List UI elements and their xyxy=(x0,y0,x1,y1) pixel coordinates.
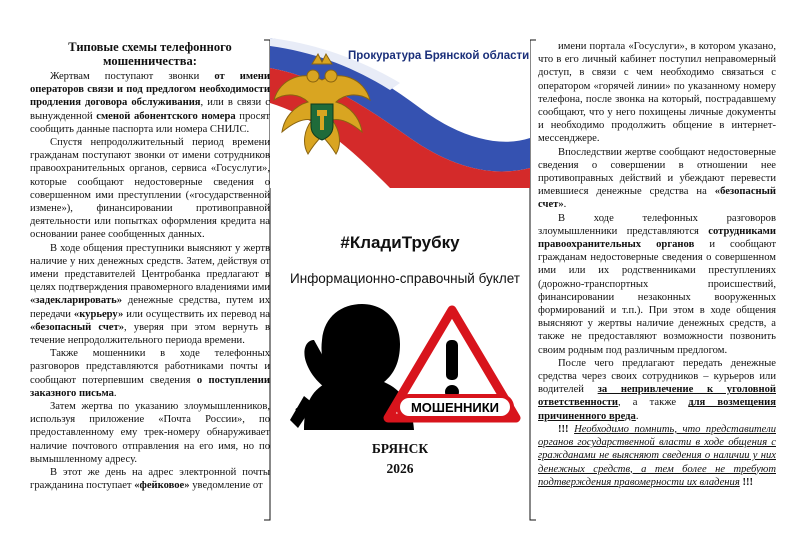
text-run: Также мошенники в ходе телефонных разговоров представляются работниками почты и сообщают потерпевшим сведения xyxy=(30,348,270,386)
text-run: . xyxy=(113,387,117,399)
emphasis-run: «фейковое» xyxy=(134,480,190,492)
text-run: . xyxy=(563,199,567,211)
paragraph xyxy=(538,357,776,423)
right-panel xyxy=(538,0,776,560)
paragraph xyxy=(30,347,270,400)
year: 2026 xyxy=(386,461,414,476)
emphasis-run: «курьеру» xyxy=(73,308,124,320)
important-notice xyxy=(538,423,776,489)
emphasis-run: от имени операторов связи и под предлогом необходимости продления договора обслуживания xyxy=(30,71,270,109)
emphasis-run: сменой абонентского номера xyxy=(96,110,236,122)
emphasis-run: за непривлечение к уголовной ответственности xyxy=(538,384,776,409)
panel-title: Типовые схемы телефонного мошенничества: xyxy=(68,40,232,68)
paragraph xyxy=(30,70,270,136)
organization-name: Прокуратура Брянской области xyxy=(348,50,530,62)
city-name: БРЯНСК xyxy=(371,441,429,456)
text-run: и сообщают гражданам недостоверные сведения о совершенном ими или их родственниками преступлениях (дорожно-транспортных происшествий, финансировании незаконных вооруженных формирований и т.п.). При этом в ходе общения выясняют у жертвы наличие денежных средств, а также не предоставляют возможности позвонить своим родным под различным предлогом. xyxy=(538,239,777,356)
emphasis-run: о поступлении заказного письма xyxy=(30,374,270,399)
text-run: Жертвам поступают звонки xyxy=(50,71,215,82)
text-run: В этот же день на адрес электронной почты гражданина поступает xyxy=(30,467,270,492)
text-run: В ходе общения преступники выясняют у жертв наличие у них денежных средств. Затем, действуя от имени представителей Центробанка предлагают в целях подтверждения правомерного владениями ими xyxy=(30,242,270,294)
text-run: уведомление от xyxy=(189,480,263,492)
left-paragraphs xyxy=(30,70,270,493)
cover-panel xyxy=(270,0,530,560)
paragraph xyxy=(30,466,270,492)
text-run: , а также xyxy=(617,397,689,409)
text-run: После чего предлагают передать денежные средства через своих сотрудников – курьеров или водителей xyxy=(538,357,776,396)
emphasis-run: «безопасный счет» xyxy=(30,321,125,333)
left-panel xyxy=(30,0,270,560)
emphasis-run: «безопасный счет» xyxy=(538,186,776,211)
emphasis-run: «задекларировать» xyxy=(30,295,123,307)
exclamation-prefix: !!! xyxy=(558,423,569,435)
text-run: Впоследствии жертве сообщают недостоверные сведения о совершении в отношении нее противоправных действий и убеждают перевести имевшиеся денежные средства на xyxy=(538,146,776,198)
text-run: , или в связи с вынужденной xyxy=(30,97,270,122)
warning-sign-label: МОШЕННИКИ xyxy=(410,400,500,415)
text-run: . xyxy=(635,410,639,422)
text-run: просят сообщить данные паспорта или номера СНИЛС. xyxy=(30,110,271,135)
text-run: денежные средства, путем их передачи xyxy=(30,295,270,320)
text-run: , уверяя при этом вернуть в течение непродолжительного периода времени. xyxy=(30,321,271,347)
important-text: Необходимо помнить, что представители органов государственной власти в ходе общения с гражданами не выясняют сведения о наличии у них денежных средств, а тем более не требуют подтверждения правомерности их владения xyxy=(538,423,776,488)
text-run: имени портала «Госуслуги», в котором указано, что в его личный кабинет поступил неправомерный доступ, в связи с чем необходимо связаться с оператором «горячей линии» по указанному номеру телефона, после звонка на который, пострадавшему сообщают, что у него похищены личные документы и необходимо продолжить общение в интернет-мессенджере. xyxy=(538,41,776,145)
phone-scammer-warning-icon xyxy=(284,300,532,430)
emphasis-run: для возмещения причиненного вреда xyxy=(538,397,776,422)
right-paragraphs xyxy=(538,40,776,423)
emphasis-run: сотрудниками правоохранительных органов xyxy=(538,225,776,251)
booklet-subtitle: Информационно-справочный буклет xyxy=(290,271,520,286)
paragraph xyxy=(30,242,270,348)
text-run: или осуществить их перевод на xyxy=(123,308,270,320)
paragraph xyxy=(538,212,776,357)
exclamation-suffix: !!! xyxy=(742,476,754,488)
paragraph xyxy=(30,400,270,466)
text-run: Спустя непродолжительный период времени гражданам поступают звонки от имени сотрудников правоохранительных органов, сервиса «Госуслуги», которые сообщают недостоверные сведения о совершенном ими преступлении («государственной измене»), финансировании противоправной деятельности или попытках оформления кредита на основании ранее сообщенных данных. xyxy=(30,137,270,241)
paragraph xyxy=(538,40,776,146)
text-run: В ходе телефонных разговоров злоумышленники представляются xyxy=(538,212,776,237)
text-run: Затем жертва по указанию злоумышленников, используя приложение «Почта России», по предоставленному ему трек-номеру обнаруживает наличие почтового отправления на его имя, но по вымышленному адресу. xyxy=(30,401,270,465)
hashtag-title: #КладиТрубку xyxy=(340,233,460,252)
paragraph xyxy=(538,146,776,212)
paragraph xyxy=(30,136,270,242)
